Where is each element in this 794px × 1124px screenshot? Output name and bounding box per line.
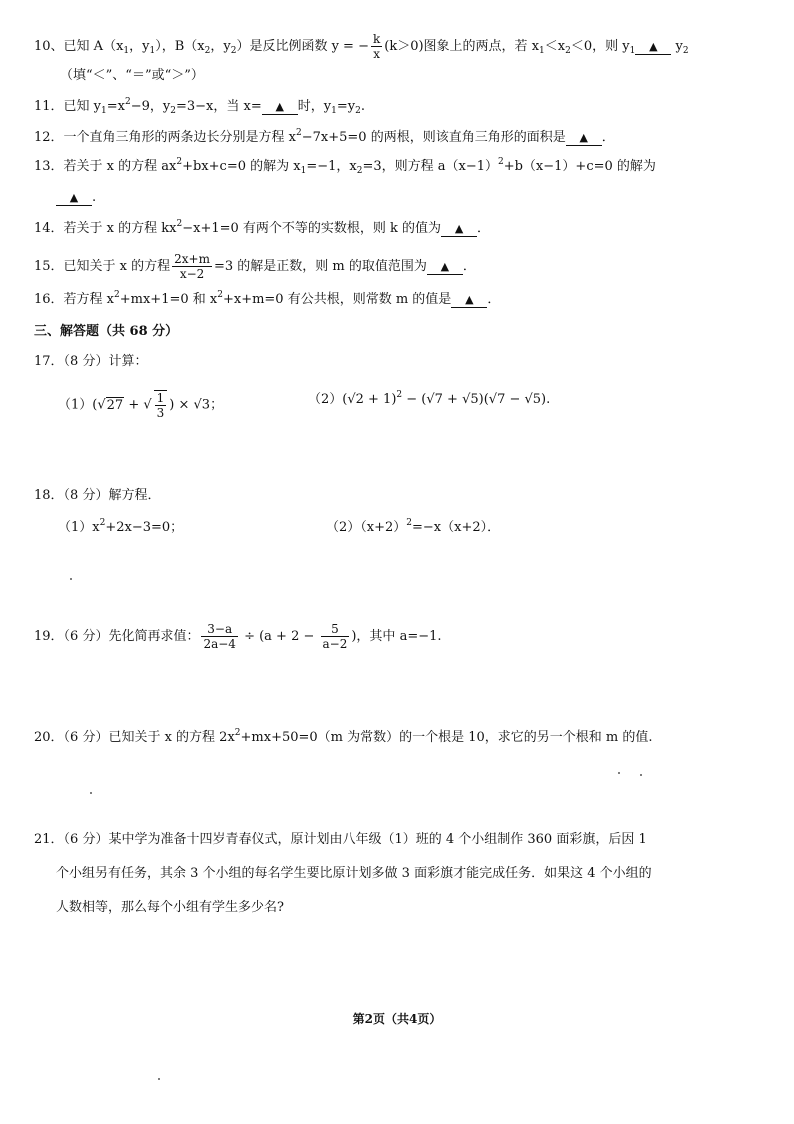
answer-blank-10: ▲ — [635, 40, 671, 55]
question-10: 10、已知 $A(x_1$，$y_1$），$B(x_2$，$y_2$）是反比例函数 y = − $\frac{k}{x}$ (k＞0)图象上的两点，若 $x_1<x_2<0$，则 $y_1$ ▲ $y_2$ — [34, 32, 689, 61]
scan-speck — [90, 792, 92, 794]
fraction-k-over-x: $\frac{k}{x}$ — [372, 32, 381, 61]
question-21-line-3: 人数相等，那么每个小组有学生多少名? — [56, 900, 284, 915]
scan-speck — [70, 578, 72, 580]
question-13: 13．若关于 x 的方程 $ax^2+bx+c=0$ 的解为 $x_1=-1$，$x_2=3$，则方程 $a(x-1)^2+b(x-1)+c=0$ 的解为 — [34, 157, 656, 176]
fraction-3-minus-a: $\frac{3-a}{2a-4}$ — [203, 622, 236, 651]
question-17-part-2: $(2)(√2 + 1)^2 - (√7 + √5)(√7 - √5)$. — [308, 390, 551, 407]
question-11: 11．已知 $y_1=x^2-9$，$y_2=3-x$，当 x= ▲ 时，$y_1=y_2$. — [34, 97, 365, 116]
question-13-blank-line: ▲ . — [56, 188, 96, 208]
question-18-part-2: $(2)(x+2)^2=-x(x+2)$． — [326, 518, 501, 535]
scan-speck — [158, 1078, 160, 1080]
scan-speck — [618, 772, 620, 774]
question-20: 20．（6 分）已知关于 x 的方程 $2x^2+mx+50=0(m$ 为常数）的一个根是 10，求它的另一个根和 m 的值. — [34, 728, 653, 745]
question-16: 16．若方程 $x^2+mx+1=0$ 和 $x^2+x+m=0$ 有公共根，则常数 m 的值是 ▲ ． — [34, 290, 501, 307]
question-10-hint: （填“＜”、“＝”或“＞”） — [60, 68, 204, 83]
answer-blank-12: ▲ — [566, 131, 602, 146]
question-14: 14．若关于 x 的方程 $kx^2-x+1=0$ 有两个不等的实数根，则 k 的值为 ▲ ． — [34, 219, 491, 236]
question-17-title: 17．（8 分）计算： — [34, 354, 148, 369]
section-heading-3: 三、解答题（共 68 分） — [34, 324, 179, 339]
answer-blank-13: ▲ — [56, 191, 92, 206]
question-21-line-2: 个小组另有任务，其余 3 个小组的每名学生要比原计划多做 3 面彩旗才能完成任务．如果这 4 个小组的 — [56, 866, 652, 881]
question-17-part-1: （1）(√27 + √ $\frac{1}{3}$ ) × √3； — [58, 391, 224, 420]
fraction-2x-plus-m: $\frac{2x+m}{x-2}$ — [174, 252, 210, 281]
question-12: 12．一个直角三角形的两条边长分别是方程 $x^2-7x+5=0$ 的两根，则该直角三角形的面积是 ▲ ． — [34, 128, 615, 145]
scan-speck — [640, 774, 642, 776]
question-18-part-1: $(1)x^2+2x-3=0$； — [58, 518, 184, 535]
answer-blank-14: ▲ — [441, 222, 477, 237]
question-18-title: 18．（8 分）解方程． — [34, 488, 161, 503]
answer-blank-11: ▲ — [262, 100, 298, 115]
fraction-5-over-a-minus-2: $\frac{5}{a-2}$ — [322, 622, 348, 651]
page-footer: 第2页（共4页） — [352, 1012, 442, 1026]
answer-blank-16: ▲ — [451, 293, 487, 308]
fraction-one-third: $\frac{1}{3}$ — [154, 390, 168, 420]
question-19: 19．（6 分）先化简再求值： $\frac{3-a}{2a-4}$ ÷ (a + 2 − $\frac{5}{a-2}$ )，其中 a=−1. — [34, 622, 442, 651]
question-15: 15．已知关于 x 的方程 $\frac{2x+m}{x-2}$ =3 的解是正数，则 m 的取值范围为 ▲ ． — [34, 252, 476, 281]
answer-blank-15: ▲ — [427, 260, 463, 275]
question-21-line-1: 21．（6 分）某中学为准备十四岁青春仪式，原计划由八年级（1）班的 4 个小组制作 360 面彩旗，后因 1 — [34, 832, 647, 847]
